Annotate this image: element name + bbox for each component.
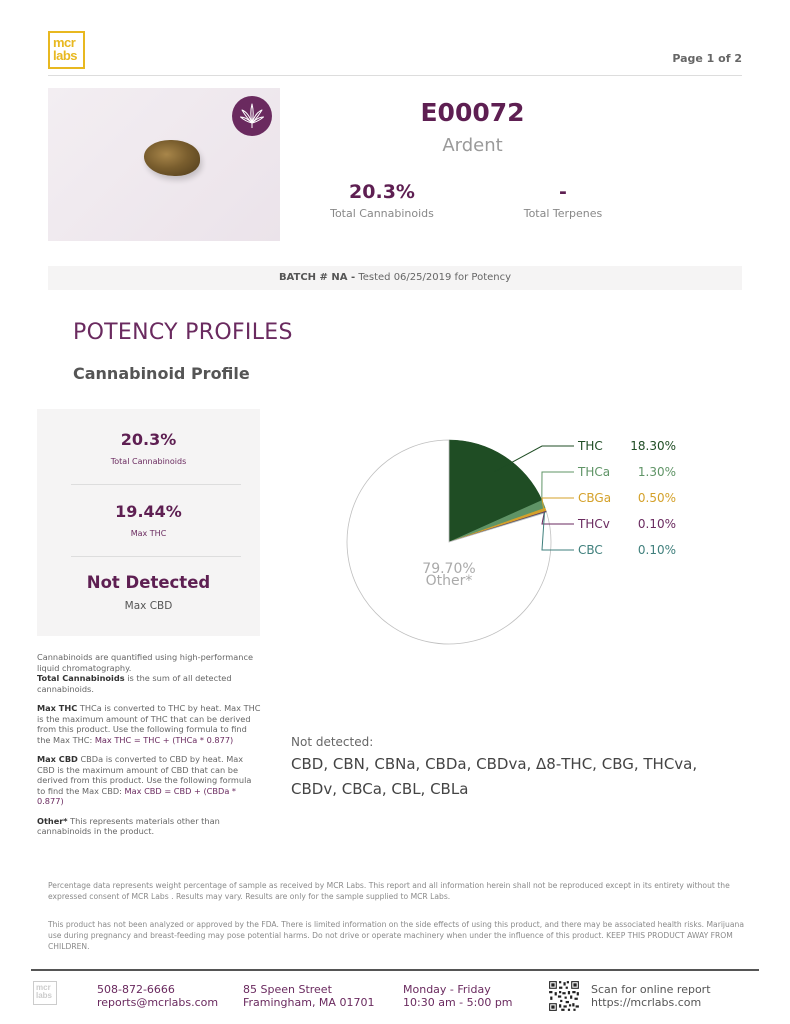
legend-label-cbga: CBGa bbox=[578, 491, 612, 505]
not-detected-list: CBD, CBN, CBNa, CBDa, CBDva, Δ8-THC, CBG, THCva, CBDv, CBCa, CBL, CBLa bbox=[291, 755, 698, 798]
total-cannabinoids-label: Total Cannabinoids bbox=[330, 207, 434, 220]
total-terpenes-label: Total Terpenes bbox=[523, 207, 603, 220]
footer-logo: mcr labs bbox=[33, 981, 57, 1005]
summary-max-thc-value: 19.44% bbox=[115, 502, 182, 521]
cannabinoid-pie-chart bbox=[290, 420, 710, 660]
note-max-thc-text: THCa is converted to THC by heat. Max THC is the maximum amount of THC that can be derived from this product. Use the following formula to find the Max THC: bbox=[37, 703, 261, 745]
note-total-text: is the sum of all detected cannabinoids. bbox=[37, 673, 232, 694]
legend-value-cbc: 0.10% bbox=[637, 543, 676, 557]
note-hplc-text: Cannabinoids are quantified using high-performance liquid chromatography. bbox=[37, 652, 254, 673]
potency-notes bbox=[37, 652, 262, 846]
sample-id: E00072 bbox=[420, 98, 525, 127]
mcr-labs-logo: mcr labs bbox=[48, 31, 85, 69]
batch-label: BATCH # NA - bbox=[278, 272, 356, 283]
note-max-cbd-bold: Max CBD bbox=[37, 754, 78, 764]
footer-url[interactable]: https://mcrlabs.com bbox=[591, 996, 702, 1009]
footer-street: 85 Speen Street bbox=[243, 983, 332, 996]
legend-value-thca: 1.30% bbox=[637, 465, 676, 479]
note-max-thc-bold: Max THC bbox=[37, 703, 78, 713]
section-title: POTENCY PROFILES bbox=[73, 320, 293, 345]
summary-divider bbox=[71, 556, 241, 557]
total-terpenes-value: - bbox=[559, 181, 567, 203]
note-max-thc-formula: Max THC = THC + (THCa * 0.877) bbox=[94, 734, 234, 745]
pie-label-other-value: 79.70% bbox=[422, 561, 476, 577]
summary-total-cannabinoids-value: 20.3% bbox=[120, 430, 177, 449]
header-divider bbox=[48, 75, 742, 76]
summary-max-cbd-label: Max CBD bbox=[124, 600, 173, 612]
disclaimer-fda: This product has not been analyzed or approved by the FDA. There is limited information on the side effects of using this product, and there may be associated health risks. Marijuana use during pregnancy and breast-feeding may pose potential harms. Do not drive or operate machinery when under the influence of this product. KEEP THIS PRODUCT AWAY FROM CHILDREN. bbox=[48, 920, 744, 951]
legend-value-cbga: 0.50% bbox=[637, 491, 676, 505]
legend-label-thca: THCa bbox=[578, 465, 611, 479]
pie-label-other-name: Other* bbox=[425, 573, 473, 589]
legend-label-thc: THC bbox=[578, 439, 603, 453]
batch-info-bar bbox=[48, 266, 742, 290]
cannabis-bud-image bbox=[144, 140, 200, 176]
note-other bbox=[37, 816, 262, 837]
leader-line-cbga bbox=[542, 498, 574, 510]
total-cannabinoids-value: 20.3% bbox=[349, 181, 415, 203]
footer-phone[interactable]: 508-872-6666 bbox=[97, 983, 175, 996]
strain-name: Ardent bbox=[442, 135, 503, 156]
section-subtitle: Cannabinoid Profile bbox=[73, 364, 250, 383]
note-total-bold: Total Cannabinoids bbox=[37, 673, 125, 683]
footer-divider bbox=[31, 969, 759, 971]
note-other-text: This represents materials other than cannabinoids in the product. bbox=[37, 815, 220, 836]
footer-contact bbox=[97, 983, 218, 1009]
footer-scan bbox=[591, 983, 711, 1009]
not-detected-label: Not detected: bbox=[291, 735, 374, 749]
page-number: Page 1 of 2 bbox=[672, 52, 742, 65]
summary-total-cannabinoids-label: Total Cannabinoids bbox=[110, 457, 187, 466]
note-max-cbd-text: CBDa is converted to CBD by heat. Max CBD is the maximum amount of CBD that can be derived from this product. Use the following formula to find the Max CBD: bbox=[37, 754, 252, 796]
summary-divider bbox=[71, 484, 241, 485]
disclaimer-results: Percentage data represents weight percentage of sample as received by MCR Labs. This report and all information herein shall not be reproduced except in its entirety without the expressed consent of MCR Labs . Results may vary. Results are only for the sample supplied to MCR Labs. bbox=[48, 881, 730, 901]
potency-summary-box bbox=[37, 409, 260, 636]
qr-code-icon[interactable] bbox=[548, 980, 580, 1012]
note-other-bold: Other* bbox=[37, 815, 68, 826]
product-photo bbox=[48, 88, 280, 241]
cannabis-leaf-icon bbox=[232, 96, 272, 136]
note-max-cbd-formula: Max CBD = CBD + (CBDa * 0.877) bbox=[37, 785, 237, 806]
legend-label-cbc: CBC bbox=[578, 543, 603, 557]
legend-label-thcv: THCv bbox=[578, 517, 610, 531]
note-hplc bbox=[37, 652, 262, 694]
footer-address bbox=[243, 983, 374, 1009]
footer-hours bbox=[403, 983, 513, 1009]
note-max-thc bbox=[37, 703, 262, 745]
footer-days: Monday - Friday bbox=[403, 983, 491, 996]
footer-time: 10:30 am - 5:00 pm bbox=[403, 996, 513, 1009]
footer-email[interactable]: reports@mcrlabs.com bbox=[97, 996, 219, 1009]
note-max-cbd bbox=[37, 754, 262, 807]
summary-max-thc-label: Max THC bbox=[130, 529, 167, 538]
summary-max-cbd-value: Not Detected bbox=[86, 573, 211, 592]
footer-scan-label: Scan for online report bbox=[591, 983, 711, 996]
footer-city: Framingham, MA 01701 bbox=[243, 996, 375, 1009]
batch-tested-text: Tested 06/25/2019 for Potency bbox=[355, 272, 512, 283]
legend-value-thcv: 0.10% bbox=[637, 517, 676, 531]
legend-value-thc: 18.30% bbox=[630, 439, 676, 453]
leader-line-thca bbox=[542, 472, 574, 505]
